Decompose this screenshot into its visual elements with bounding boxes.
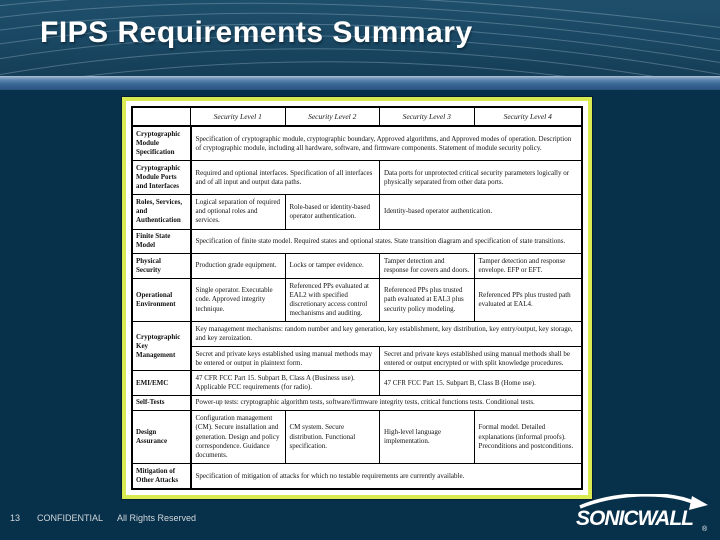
table-cell: Key management mechanisms: random number and key generation, key establishment, key distribution, key entry/output, key storage, and key zeroization. — [191, 322, 583, 347]
table-cell: Referenced PPs evaluated at EAL2 with specified discretionary access control mechanisms and auditing. — [285, 278, 380, 322]
slide-header-band — [0, 0, 720, 76]
table-cell: High-level language implementation. — [380, 410, 475, 463]
row-label: Mitigation of Other Attacks — [132, 464, 191, 489]
logo-swoosh — [580, 495, 695, 507]
table-cell: Referenced PPs plus trusted path evaluated at EAL4. — [474, 278, 582, 322]
column-header-level1: Security Level 1 — [191, 107, 286, 126]
column-header-level3: Security Level 3 — [380, 107, 475, 126]
row-label: Cryptographic Module Ports and Interfaces — [132, 161, 191, 195]
table-panel — [122, 97, 592, 499]
table-header-row — [132, 107, 582, 126]
table-row — [132, 410, 582, 463]
table-cell: Logical separation of required and optional roles and services. — [191, 195, 286, 229]
table-cell: Single operator. Executable code. Approved integrity technique. — [191, 278, 286, 322]
table-row — [132, 322, 582, 347]
row-label: Finite State Model — [132, 229, 191, 254]
table-cell: Tamper detection and response for covers and doors. — [380, 254, 475, 279]
table-cell: Configuration management (CM). Secure installation and generation. Design and policy correspondence. Guidance documents. — [191, 410, 286, 463]
table-cell: CM system. Secure distribution. Functional specification. — [285, 410, 380, 463]
table-cell: Power-up tests: cryptographic algorithm tests, software/firmware integrity tests, critical functions tests. Conditional tests. — [191, 395, 583, 410]
table-cell: Specification of cryptographic module, cryptographic boundary, Approved algorithms, and Approved modes of operation. Description of cryptographic module, including all hardware, software, and firmware components. Statement of module security policy. — [191, 126, 583, 161]
table-cell: Secret and private keys established using manual methods shall be entered or output encrypted or with split knowledge procedures. — [380, 346, 583, 371]
column-header-level4: Security Level 4 — [474, 107, 582, 126]
table-cell: 47 CFR FCC Part 15. Subpart B, Class A (Business use). Applicable FCC requirements (for radio). — [191, 371, 380, 396]
row-label: Cryptographic Key Management — [132, 322, 191, 371]
row-label: Cryptographic Module Specification — [132, 126, 191, 161]
table-row — [132, 346, 582, 371]
table-cell: Secret and private keys established using manual methods may be entered or output in plaintext form. — [191, 346, 380, 371]
column-header-level2: Security Level 2 — [285, 107, 380, 126]
accent-bar — [0, 76, 720, 90]
table-row — [132, 161, 582, 195]
rights-reserved-label: All Rights Reserved — [117, 513, 197, 523]
row-label: Physical Security — [132, 254, 191, 279]
table-cell: Referenced PPs plus trusted path evaluated at EAL3 plus security policy modeling. — [380, 278, 475, 322]
table-cell: Data ports for unprotected critical security parameters logically or physically separated from other data ports. — [380, 161, 583, 195]
row-label: Operational Environment — [132, 278, 191, 322]
table-cell: Identity-based operator authentication. — [380, 195, 583, 229]
table-row — [132, 229, 582, 254]
table-row — [132, 464, 582, 489]
sonicwall-logo — [576, 494, 710, 534]
fips-requirements-table — [131, 106, 583, 490]
table-cell: Production grade equipment. — [191, 254, 286, 279]
table-row — [132, 195, 582, 229]
table-cell: Required and optional interfaces. Specification of all interfaces and of all input and output data paths. — [191, 161, 380, 195]
page-title: FIPS Requirements Summary — [40, 16, 473, 49]
table-cell: 47 CFR FCC Part 15. Subpart B, Class B (Home use). — [380, 371, 583, 396]
table-cell: Formal model. Detailed explanations (informal proofs). Preconditions and postconditions. — [474, 410, 582, 463]
table-row — [132, 395, 582, 410]
table-cell: Tamper detection and response envelope. EFP or EFT. — [474, 254, 582, 279]
table-row — [132, 278, 582, 322]
table-row — [132, 254, 582, 279]
table-cell: Role-based or identity-based operator authentication. — [285, 195, 380, 229]
page-number: 13 — [10, 513, 21, 523]
logo-text: SONICWALL — [576, 507, 693, 530]
table-cell: Specification of mitigation of attacks for which no testable requirements are currently available. — [191, 464, 583, 489]
table-cell: Locks or tamper evidence. — [285, 254, 380, 279]
table-row — [132, 126, 582, 161]
row-label: Roles, Services, and Authentication — [132, 195, 191, 229]
corner-cell — [132, 107, 191, 126]
table-cell: Specification of finite state model. Required states and optional states. State transition diagram and specification of state transitions. — [191, 229, 583, 254]
table-row — [132, 371, 582, 396]
confidential-label: CONFIDENTIAL — [37, 513, 104, 523]
registered-mark: ® — [702, 526, 708, 533]
row-label: Self-Tests — [132, 395, 191, 410]
row-label: Design Assurance — [132, 410, 191, 463]
row-label: EMI/EMC — [132, 371, 191, 396]
